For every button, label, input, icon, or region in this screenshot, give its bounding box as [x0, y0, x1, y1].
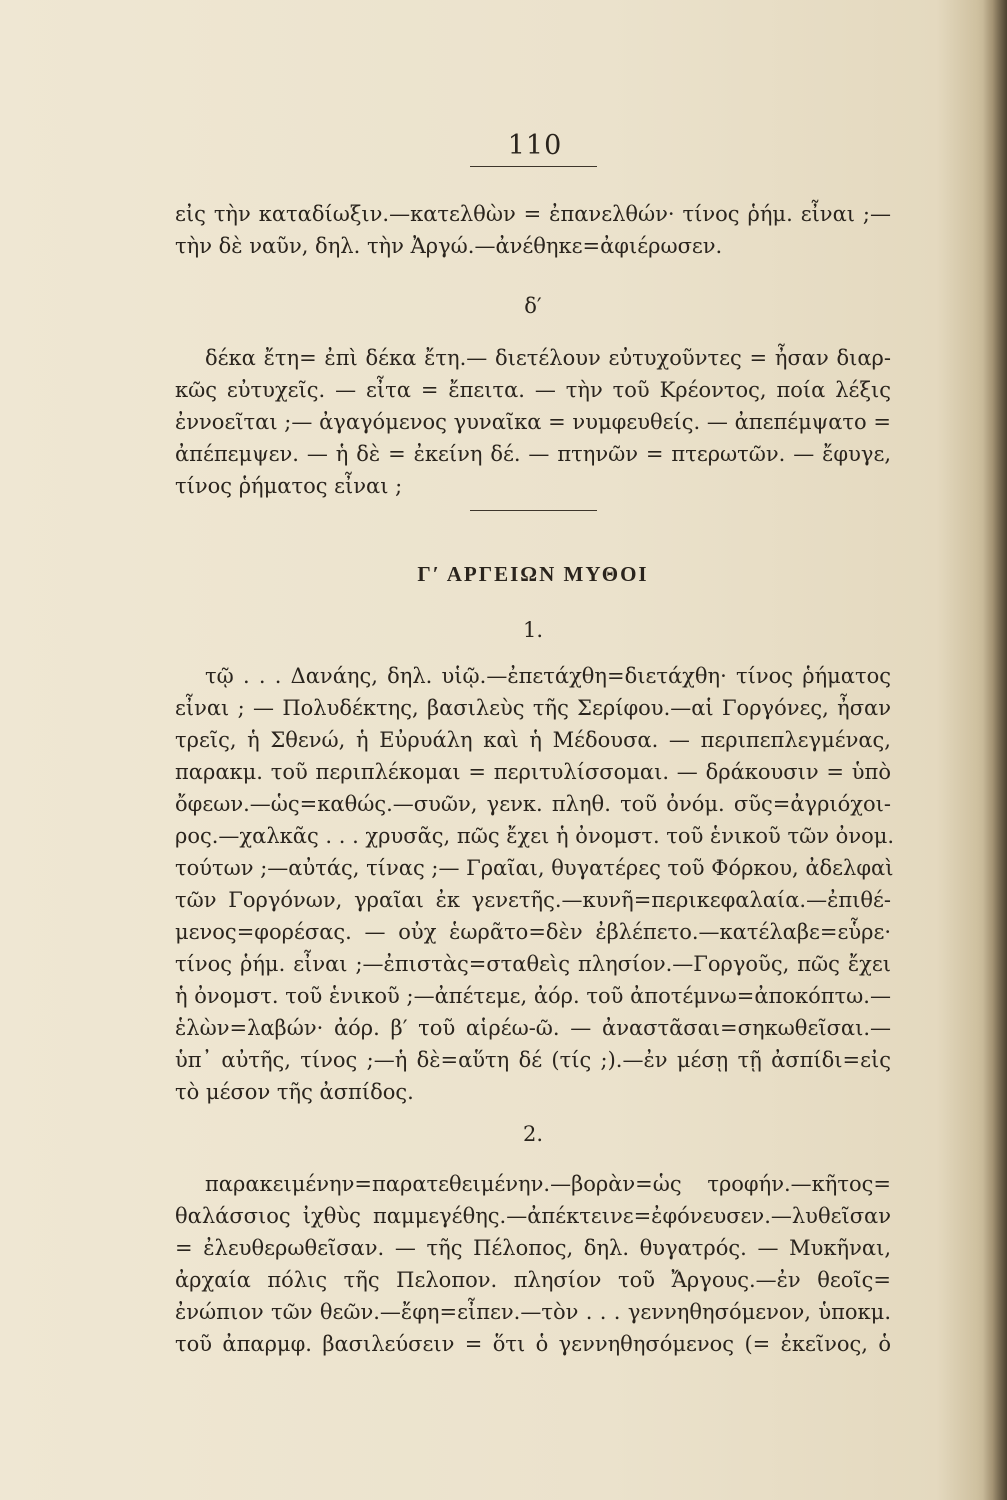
text-line: ἑλὼν=λαβών· ἀόρ. β′ τοῦ αἱρέω-ῶ. — ἀναστᾶσαι=σηκωθεῖσαι.—: [175, 1016, 891, 1040]
text-line: ἀπέπεμψεν. — ἡ δὲ = ἐκείνη δέ. — πτηνῶν = πτερωτῶν. — ἔφυγε,: [175, 442, 891, 466]
section-number: 2.: [522, 1122, 544, 1146]
page-number: 110: [507, 130, 563, 161]
text-line: ἡ ὀνομστ. τοῦ ἑνικοῦ ;—ἀπέτεμε, ἀόρ. τοῦ ἀποτέμνω=ἀποκόπτω.—: [175, 984, 891, 1008]
section-marker: δ′: [524, 294, 542, 318]
text-line: ἐννοεῖται ;— ἀγαγόμενος γυναῖκα = νυμφευθείς. — ἀπεπέμψατο =: [175, 410, 891, 434]
text-line: τὴν δὲ ναῦν, δηλ. τὴν Ἀργώ.—ἀνέθηκε=ἀφιέρωσεν.: [175, 234, 723, 258]
text-line: ρος.—χαλκᾶς . . . χρυσᾶς, πῶς ἔχει ἡ ὀνομστ. τοῦ ἑνικοῦ τῶν ὀνομ.: [175, 824, 895, 848]
text-line: τίνος ῥήματος εἶναι ;: [175, 474, 403, 498]
section-number: 1.: [522, 618, 544, 642]
text-line: εἰς τὴν καταδίωξιν.—κατελθὼν = ἐπανελθών· τίνος ῥήμ. εἶναι ;—: [175, 202, 891, 226]
text-line: εἶναι ; — Πολυδέκτης, βασιλεὺς τῆς Σερίφου.—αἱ Γοργόνες, ἦσαν: [175, 696, 891, 720]
text-line: τούτων ;—αὐτάς, τίνας ;— Γραῖαι, θυγατέρες τοῦ Φόρκου, ἀδελφαὶ: [175, 856, 894, 880]
text-line: παρακειμένην=παρατεθειμένην.—βορὰν=ὡς τροφήν.—κῆτος=: [205, 1172, 891, 1196]
text-line: παρακμ. τοῦ περιπλέκομαι = περιτυλίσσομαι. — δράκουσιν = ὑπὸ: [175, 760, 891, 784]
text-line: ὑπ᾽ αὐτῆς, τίνος ;—ἡ δὲ=αὕτη δέ (τίς ;).—ἐν μέσῃ τῇ ἀσπίδι=εἰς: [175, 1048, 891, 1072]
text-line: τῶν Γοργόνων, γραῖαι ἐκ γενετῆς.—κυνῆ=περικεφαλαία.—ἐπιθέ-: [175, 888, 891, 912]
text-line: ἐνώπιον τῶν θεῶν.—ἔφη=εἶπεν.—τὸν . . . γεννηθησόμενον, ὑποκμ.: [175, 1300, 891, 1324]
text-line: = ἐλευθερωθεῖσαν. — τῆς Πέλοπος, δηλ. θυγατρός. — Μυκῆναι,: [175, 1236, 891, 1260]
section-divider-rule: [470, 510, 597, 511]
text-line: τρεῖς, ἡ Σθενώ, ἡ Εὐρυάλη καὶ ἡ Μέδουσα. — περιπεπλεγμένας,: [175, 728, 891, 752]
page-edge-shadow: [983, 0, 1007, 1500]
text-line: ἀρχαία πόλις τῆς Πελοπον. πλησίον τοῦ Ἄργους.—ἐν θεοῖς=: [175, 1268, 891, 1292]
text-line: τίνος ῥήμ. εἶναι ;—ἐπιστὰς=σταθεὶς πλησίον.—Γοργοῦς, πῶς ἔχει: [175, 952, 891, 976]
chapter-heading: Γ′ ΑΡΓΕΙΩΝ ΜΥΘΟΙ: [417, 562, 649, 586]
text-line: μενος=φορέσας. — οὐχ ἑωρᾶτο=δὲν ἐβλέπετο.—κατέλαβε=εὗρε·: [175, 920, 891, 944]
text-line: θαλάσσιος ἰχθὺς παμμεγέθης.—ἀπέκτεινε=ἐφόνευσεν.—λυθεῖσαν: [175, 1204, 891, 1228]
text-line: ὄφεων.—ὡς=καθώς.—συῶν, γενκ. πληθ. τοῦ ὀνόμ. σῦς=ἀγριόχοι-: [175, 792, 891, 816]
header-rule: [470, 166, 597, 167]
text-line: κῶς εὐτυχεῖς. — εἶτα = ἔπειτα. — τὴν τοῦ Κρέοντος, ποία λέξις: [175, 378, 891, 402]
text-line: τοῦ ἀπαρμφ. βασιλεύσειν = ὅτι ὁ γεννηθησόμενος (= ἐκεῖνος, ὁ: [175, 1332, 891, 1356]
text-line: δέκα ἔτη= ἐπὶ δέκα ἔτη.— διετέλουν εὐτυχοῦντες = ἦσαν διαρ-: [205, 346, 891, 370]
text-line: τῷ . . . Δανάης, δηλ. υἱῷ.—ἐπετάχθη=διετάχθη· τίνος ῥήματος: [205, 664, 891, 688]
text-line: τὸ μέσον τῆς ἀσπίδος.: [175, 1080, 414, 1104]
